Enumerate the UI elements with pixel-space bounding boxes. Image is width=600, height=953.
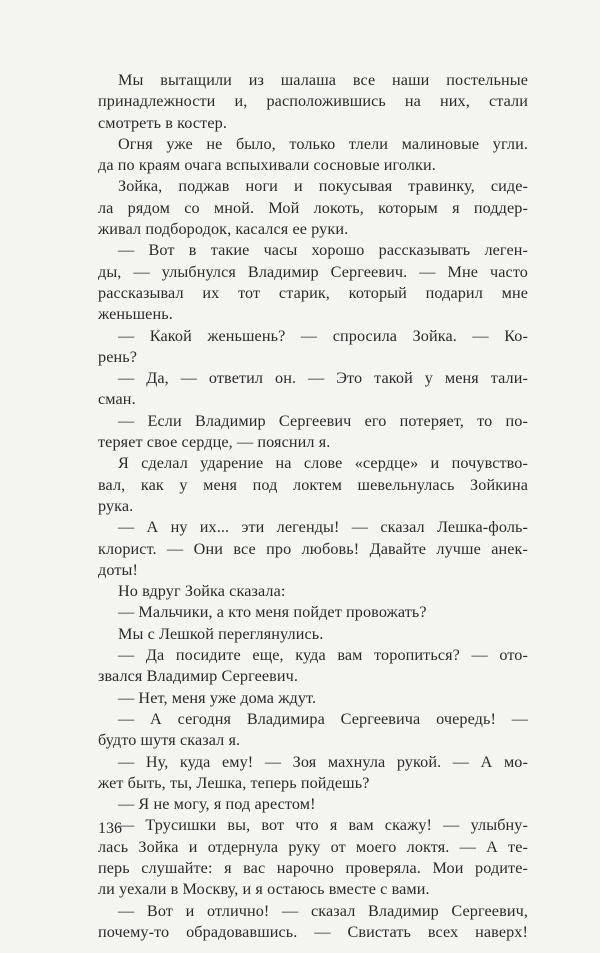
page-number: 136	[98, 820, 122, 837]
text-line: принадлежности и, расположившись на них, стали	[98, 92, 528, 111]
text-line: лась Зойка и отдернула руку от моего локтя. — А те-	[98, 837, 528, 856]
text-line: рассказывал их тот старик, который подарил мне	[98, 283, 528, 302]
text-line: перь слушайте: я вас нарочно проверяла. Мои родите-	[98, 858, 528, 877]
text-line: Я сделал ударение на слове «сердце» и почувство-	[118, 454, 528, 473]
text-line: сман.	[98, 390, 136, 409]
text-line: ла рядом со мной. Мой локоть, которым я поддер-	[98, 198, 528, 217]
book-page-body	[98, 70, 528, 943]
text-line: — А ну их... эти легенды! — сказал Лешка-фоль-	[118, 518, 528, 537]
text-line: звался Владимир Сергеевич.	[98, 667, 299, 686]
text-line: женьшень.	[98, 305, 173, 324]
text-line: — Вот в такие часы хорошо рассказывать леген-	[118, 241, 528, 260]
text-line: — Ну, куда ему! — Зоя махнула рукой. — А мо-	[118, 752, 528, 771]
text-line: Мы вытащили из шалаша все наши постельные	[118, 71, 528, 89]
text-line: клорист. — Они все про любовь! Давайте лучше анек-	[98, 539, 528, 558]
text-line: вал, как у меня под локтем шевельнулась Зойкина	[98, 475, 528, 494]
text-line: будто шутя сказал я.	[98, 731, 241, 750]
text-line: — Да, — ответил он. — Это такой у меня тали-	[118, 369, 528, 388]
text-line: — Нет, меня уже дома ждут.	[118, 688, 317, 707]
text-line: — Да посидите еще, куда вам торопиться? — ото-	[118, 646, 528, 665]
text-line: жет быть, ты, Лешка, теперь пойдешь?	[98, 773, 370, 792]
text-line: смотреть в костер.	[98, 113, 227, 132]
text-line: — Трусишки вы, вот что я вам скажу! — улыбну-	[118, 816, 528, 835]
text-line: Огня уже не было, только тлели малиновые угли.	[118, 134, 528, 153]
text-line: рень?	[98, 347, 138, 366]
text-line: живал подбородок, касался ее руки.	[98, 220, 349, 239]
text-line: — Если Владимир Сергеевич его потеряет, то по-	[118, 411, 528, 430]
text-line: — Какой женьшень? — спросила Зойка. — Ко-	[118, 326, 528, 345]
text-line: почему-то обрадовавшись. — Свистать всех наверх!	[98, 922, 528, 941]
text-line: Мы с Лешкой переглянулись.	[118, 624, 324, 643]
text-line: да по краям очага вспыхивали сосновые иголки.	[98, 156, 436, 175]
text-line: теряет свое сердце, — пояснил я.	[98, 433, 331, 452]
text-line: — А сегодня Владимира Сергеевича очередь! —	[118, 709, 528, 728]
text-line: — Вот и отлично! — сказал Владимир Сергеевич,	[118, 901, 528, 920]
text-line: ды, — улыбнулся Владимир Сергеевич. — Мне часто	[98, 262, 528, 281]
text-line: — Мальчики, а кто меня пойдет провожать?	[118, 603, 427, 622]
text-line: — Я не могу, я под арестом!	[118, 795, 316, 814]
text-line: рука.	[98, 496, 134, 515]
text-line: доты!	[98, 560, 138, 579]
text-line: ли уехали в Москву, и я остаюсь вместе с вами.	[98, 880, 430, 899]
text-line: Но вдруг Зойка сказала:	[118, 582, 286, 601]
text-line: Зойка, поджав ноги и покусывая травинку, сиде-	[118, 177, 528, 196]
